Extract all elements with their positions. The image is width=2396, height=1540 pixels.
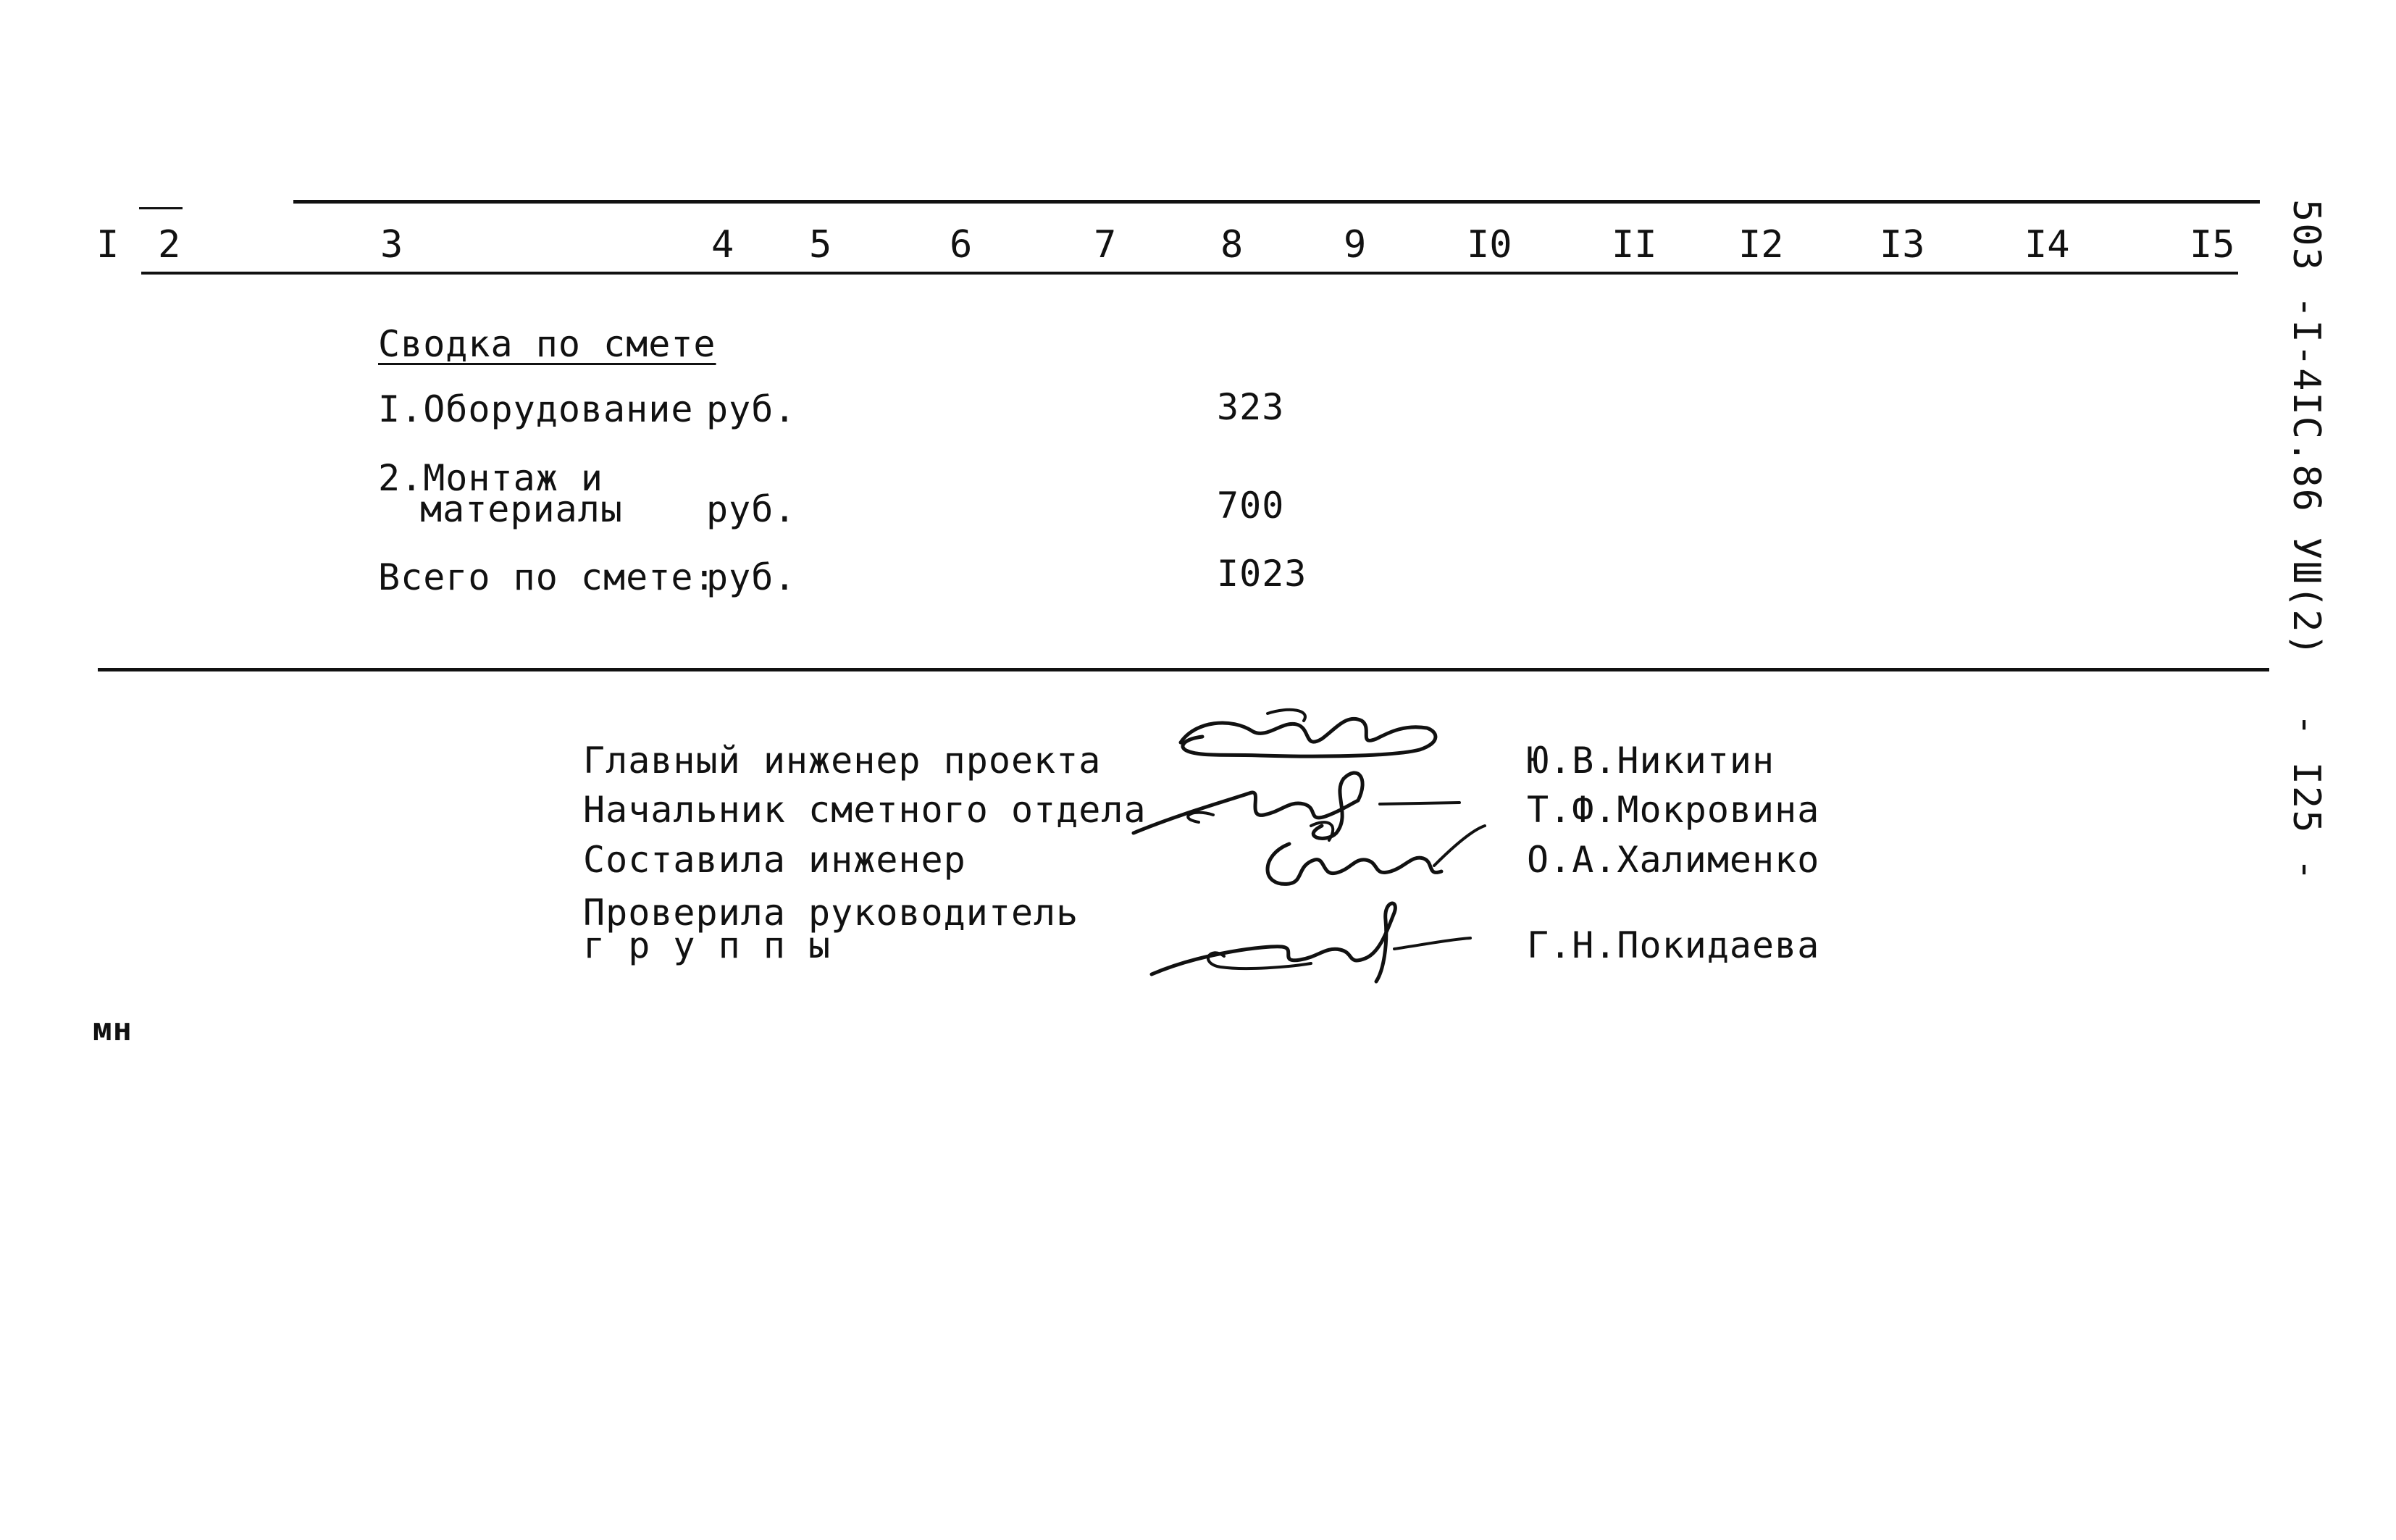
header-bottom-rule [141,272,2238,275]
row-label-continued: материалы [420,488,623,530]
row-label: 2.Монтаж и [378,457,604,499]
footer-mark: мн [93,1011,133,1048]
column-number: 3 [380,223,403,267]
column-number: 2 [158,223,181,267]
document-code: 503 -I-4IC.86 УШ(2) [2284,199,2328,658]
row-label: I.Оборудование [378,388,694,430]
signatory-position: Проверила руководитель [583,892,1079,934]
column-number: I4 [2024,223,2070,267]
signatory-name: О.А.Халименко [1527,839,1820,881]
column-number: 7 [1094,223,1117,267]
column-number: 4 [711,223,734,267]
column-number: 9 [1344,223,1367,267]
row-unit: руб. [706,556,797,598]
section-divider [98,668,2269,671]
column-number: 6 [950,223,973,267]
signature-scribble-group-lead [1144,895,1478,985]
signatory-position: Главный инженер проекта [583,740,1102,782]
signatory-name: Т.Ф.Мокровина [1527,789,1820,831]
header-top-rule-short [139,207,183,209]
signatory-position-continued: г р у п п ы [583,924,832,966]
signatory-position: Составила инженер [583,839,966,881]
signature-scribble-engineer [1246,815,1492,898]
row-unit: руб. [706,488,797,530]
column-number: 8 [1220,223,1244,267]
row-value: I023 [1217,553,1307,595]
column-number: I3 [1880,223,1925,267]
signatory-position: Начальник сметного отдела [583,789,1147,831]
row-value: 700 [1217,485,1285,527]
column-number: I2 [1738,223,1784,267]
row-value: 323 [1217,386,1285,428]
column-number: I [96,223,120,267]
signatory-name: Ю.В.Никитин [1527,740,1775,782]
column-number: II [1612,223,1657,267]
row-label: Всего по смете: [378,556,716,598]
page-number: - I25 - [2284,713,2328,883]
column-number: 5 [809,223,832,267]
column-number: I5 [2190,223,2235,267]
summary-title: Сводка по смете [378,323,716,365]
row-unit: руб. [706,388,797,430]
signatory-name: Г.Н.Покидаева [1527,924,1820,966]
column-number: I0 [1467,223,1512,267]
header-top-rule [293,200,2260,204]
signature-scribble-chief-engineer [1166,699,1456,771]
